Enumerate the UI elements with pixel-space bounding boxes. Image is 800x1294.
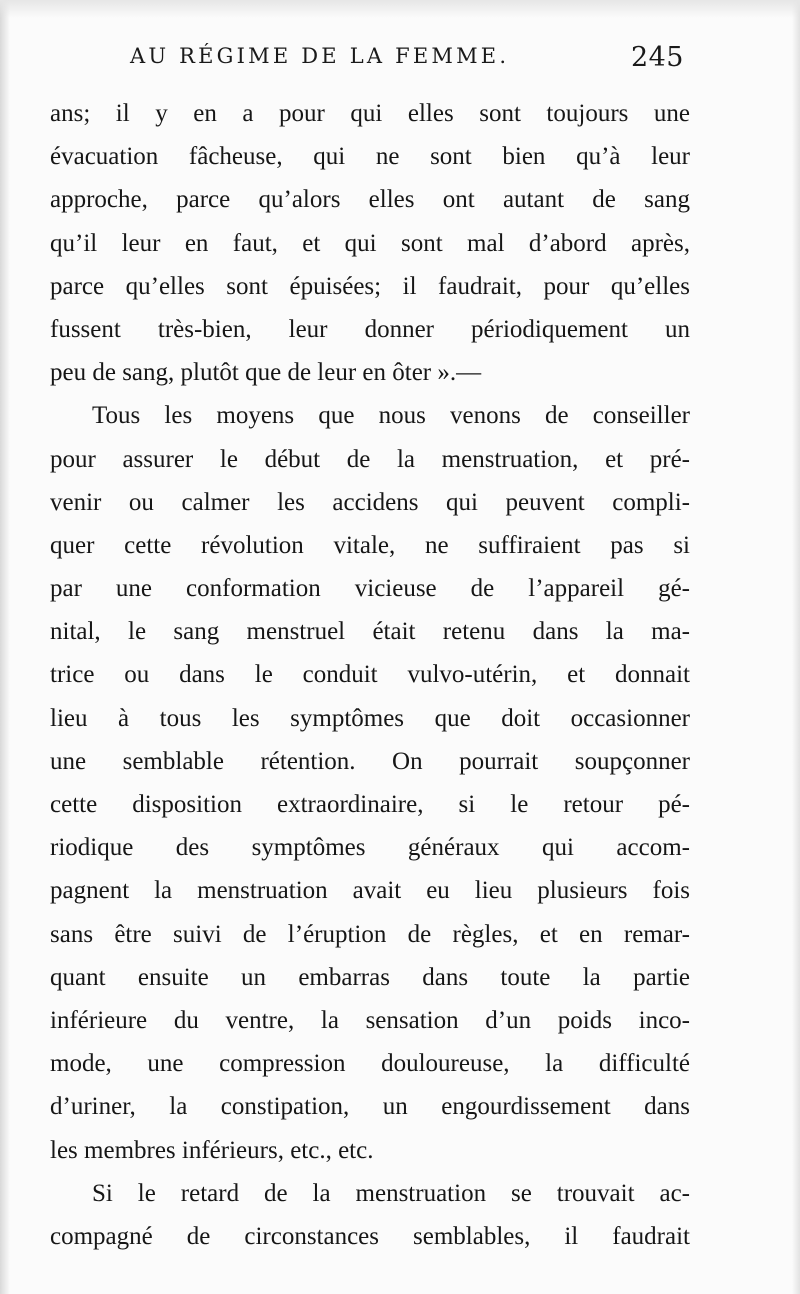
page-header — [52, 42, 684, 82]
text-line: approche, parce qu’alors elles ont autant de sang — [50, 186, 690, 214]
text-line: riodique des symptômes généraux qui accom- — [50, 834, 690, 862]
text-line: fussent très-bien, leur donner périodiquement un — [50, 315, 690, 343]
text-line: compagné de circonstances semblables, il faudrait — [50, 1222, 690, 1250]
text-line: par une conformation vicieuse de l’appareil gé- — [50, 575, 690, 603]
text-line: lieu à tous les symptômes que doit occasionner — [50, 704, 690, 732]
text-line: nital, le sang menstruel était retenu dans la ma- — [50, 618, 690, 646]
text-line: sans être suivi de l’éruption de règles, et en remar- — [50, 920, 690, 948]
page-edge-right — [792, 0, 800, 1294]
text-line: pour assurer le début de la menstruation, et pré- — [50, 445, 690, 473]
paragraph — [50, 92, 690, 394]
text-line: qu’il leur en faut, et qui sont mal d’abord après, — [50, 229, 690, 257]
body-text — [50, 92, 690, 1258]
page-edge-top — [0, 0, 800, 18]
text-line: quant ensuite un embarras dans toute la partie — [50, 963, 690, 991]
text-line: trice ou dans le conduit vulvo-utérin, et donnait — [50, 661, 690, 689]
page-edge-left — [0, 0, 10, 1294]
paragraph — [50, 1172, 690, 1258]
text-line: inférieure du ventre, la sensation d’un poids inco- — [50, 1006, 690, 1034]
text-line: cette disposition extraordinaire, si le retour pé- — [50, 791, 690, 818]
text-line: évacuation fâcheuse, qui ne sont bien qu’à leur — [50, 143, 690, 171]
text-line: mode, une compression douloureuse, la difficulté — [50, 1050, 690, 1078]
paragraph — [50, 394, 690, 1171]
page-number: 245 — [630, 42, 684, 73]
text-line: pagnent la menstruation avait eu lieu plusieurs fois — [50, 877, 690, 905]
text-line: d’uriner, la constipation, un engourdissement dans — [50, 1093, 690, 1121]
text-line: les membres inférieurs, etc., etc. — [50, 1136, 374, 1164]
running-head: AU RÉGIME DE LA FEMME. — [130, 44, 510, 68]
text-line: une semblable rétention. On pourrait soupçonner — [50, 747, 690, 775]
text-line: Si le retard de la menstruation se trouvait ac- — [92, 1179, 690, 1207]
text-line: peu de sang, plutôt que de leur en ôter ».— — [50, 359, 482, 387]
text-line: Tous les moyens que nous venons de conseiller — [92, 402, 690, 430]
text-line: quer cette révolution vitale, ne suffiraient pas si — [50, 531, 690, 559]
text-line: parce qu’elles sont épuisées; il faudrait, pour qu’elles — [50, 272, 690, 300]
text-line: ans; il y en a pour qui elles sont toujours une — [50, 100, 690, 127]
text-line: venir ou calmer les accidens qui peuvent compli- — [50, 488, 690, 516]
